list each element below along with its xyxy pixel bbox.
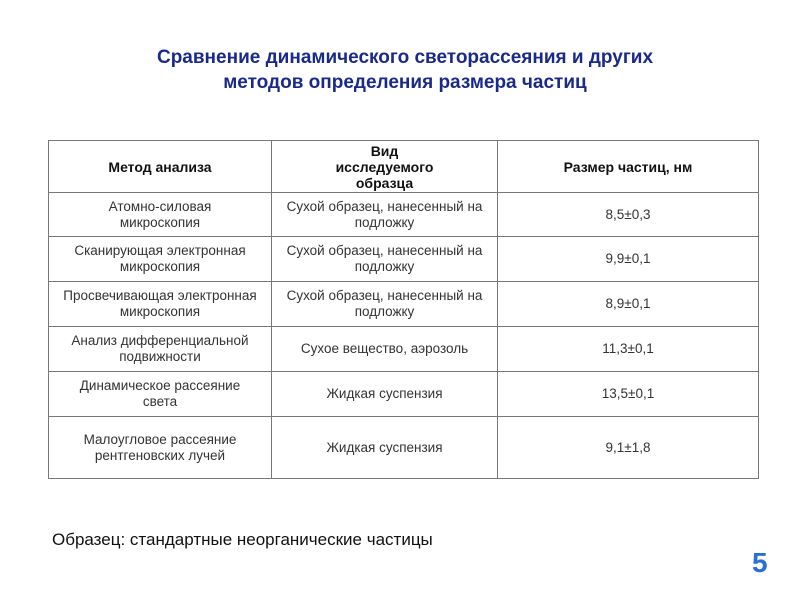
cell-method: Анализ дифференциальной подвижности: [49, 327, 272, 372]
header-method: Метод анализа: [49, 141, 272, 193]
table-row: [49, 282, 759, 327]
page-number: 5: [752, 547, 768, 578]
table-row: [49, 193, 759, 237]
table-row: [49, 417, 759, 479]
slide-title-line-2: методов определения размера частиц: [223, 72, 587, 93]
table-row: [49, 372, 759, 417]
cell-sample-type: Сухой образец, нанесенный на подложку: [272, 193, 498, 237]
cell-sample-type: Жидкая суспензия: [272, 417, 498, 479]
cell-particle-size: 11,3±0,1: [498, 327, 759, 372]
header-sample-type: Вид исследуемого образца: [272, 141, 498, 193]
cell-method: Малоугловое рассеяние рентгеновских лучей: [49, 417, 272, 479]
table-header-row: [49, 141, 759, 193]
cell-method: Просвечивающая электронная микроскопия: [49, 282, 272, 327]
cell-method: Атомно-силовая микроскопия: [49, 193, 272, 237]
cell-sample-type: Сухой образец, нанесенный на подложку: [272, 237, 498, 282]
cell-sample-type: Сухой образец, нанесенный на подложку: [272, 282, 498, 327]
comparison-table: [48, 140, 759, 479]
cell-particle-size: 9,9±0,1: [498, 237, 759, 282]
slide-title-line-1: Сравнение динамического светорассеяния и других: [156, 47, 654, 68]
cell-method: Сканирующая электронная микроскопия: [49, 237, 272, 282]
cell-sample-type: Сухое вещество, аэрозоль: [272, 327, 498, 372]
slide-title: [0, 45, 800, 95]
cell-particle-size: 8,9±0,1: [498, 282, 759, 327]
cell-sample-type: Жидкая суспензия: [272, 372, 498, 417]
cell-particle-size: 9,1±1,8: [498, 417, 759, 479]
header-particle-size: Размер частиц, нм: [498, 141, 759, 193]
table-row: [49, 327, 759, 372]
table-row: [49, 237, 759, 282]
cell-particle-size: 13,5±0,1: [498, 372, 759, 417]
cell-method: Динамическое рассеяние света: [49, 372, 272, 417]
sample-note: Образец: стандартные неорганические частицы: [52, 530, 433, 549]
cell-particle-size: 8,5±0,3: [498, 193, 759, 237]
